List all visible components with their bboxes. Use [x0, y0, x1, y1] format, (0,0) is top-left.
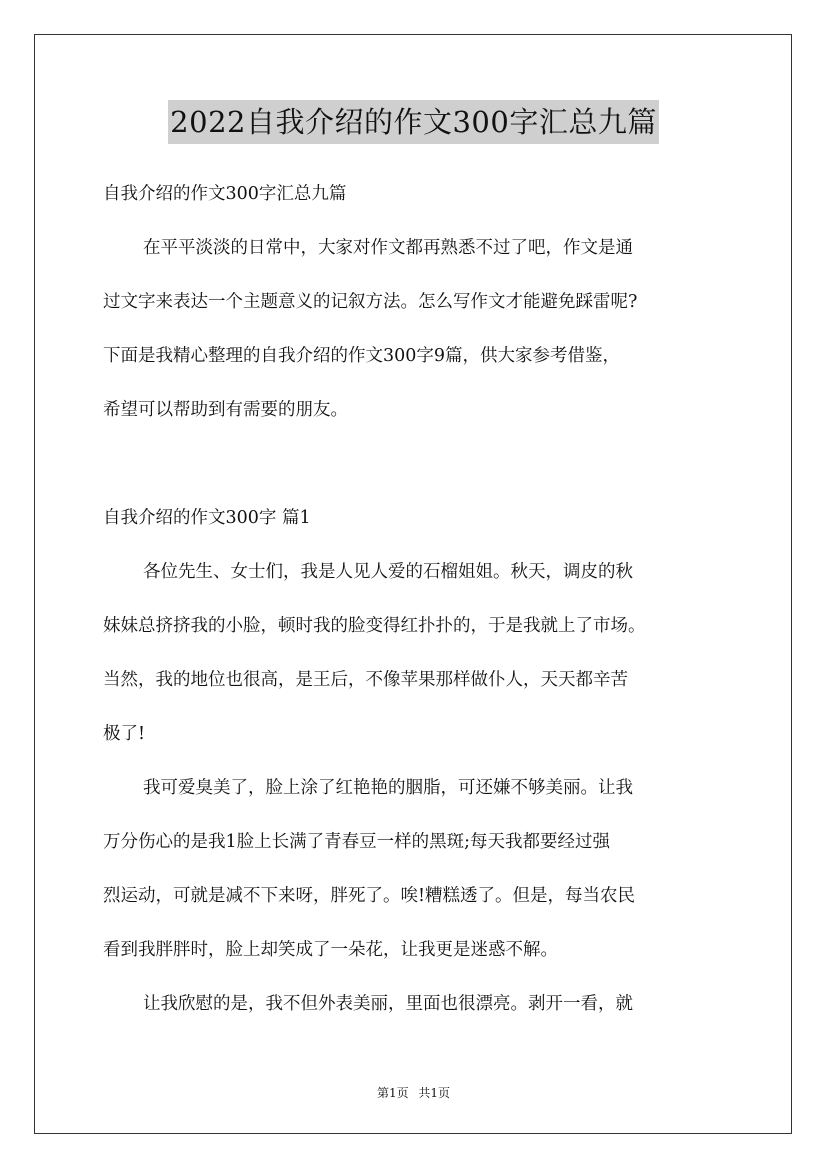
document-body — [103, 177, 731, 1041]
page-total: 共1页 — [418, 1086, 451, 1100]
page-number: 第1页 — [376, 1086, 409, 1100]
text-line: 自我介绍的作文300字 篇1 — [103, 508, 311, 528]
text-line: 希望可以帮助到有需要的朋友。 — [103, 400, 348, 420]
text-line: 烈运动，可就是减不下来呀，胖死了。唉!糟糕透了。但是，每当农民 — [103, 886, 636, 906]
text-line: 让我欣慰的是，我不但外表美丽，里面也很漂亮。剥开一看，就 — [143, 994, 633, 1014]
text-line: 自我介绍的作文300字汇总九篇 — [103, 184, 347, 204]
text-line: 在平平淡淡的日常中，大家对作文都再熟悉不过了吧，作文是通 — [143, 238, 633, 258]
text-line: 下面是我精心整理的自我介绍的作文300字9篇，供大家参考借鉴， — [103, 346, 621, 366]
text-line: 妹妹总挤挤我的小脸，顿时我的脸变得红扑扑的，于是我就上了市场。 — [103, 616, 646, 636]
text-line: 万分伤心的是我1脸上长满了青春豆一样的黑斑;每天我都要经过强 — [103, 832, 611, 852]
text-line: 各位先生、女士们，我是人见人爱的石榴姐姐。秋天，调皮的秋 — [143, 562, 633, 582]
text-line: 我可爱臭美了，脸上涂了红艳艳的胭脂，可还嫌不够美丽。让我 — [143, 778, 633, 798]
document-title: 2022自我介绍的作文300字汇总九篇 — [168, 100, 659, 144]
page-footer — [0, 1084, 827, 1101]
text-line: 极了! — [103, 724, 146, 744]
text-line: 看到我胖胖时，脸上却笑成了一朵花，让我更是迷惑不解。 — [103, 940, 558, 960]
paragraph-gap — [103, 447, 731, 501]
title-container — [0, 100, 827, 144]
text-line: 当然，我的地位也很高，是王后，不像苹果那样做仆人，天天都辛苦 — [103, 670, 628, 690]
text-line: 过文字来表达一个主题意义的记叙方法。怎么写作文才能避免踩雷呢? — [103, 292, 638, 312]
